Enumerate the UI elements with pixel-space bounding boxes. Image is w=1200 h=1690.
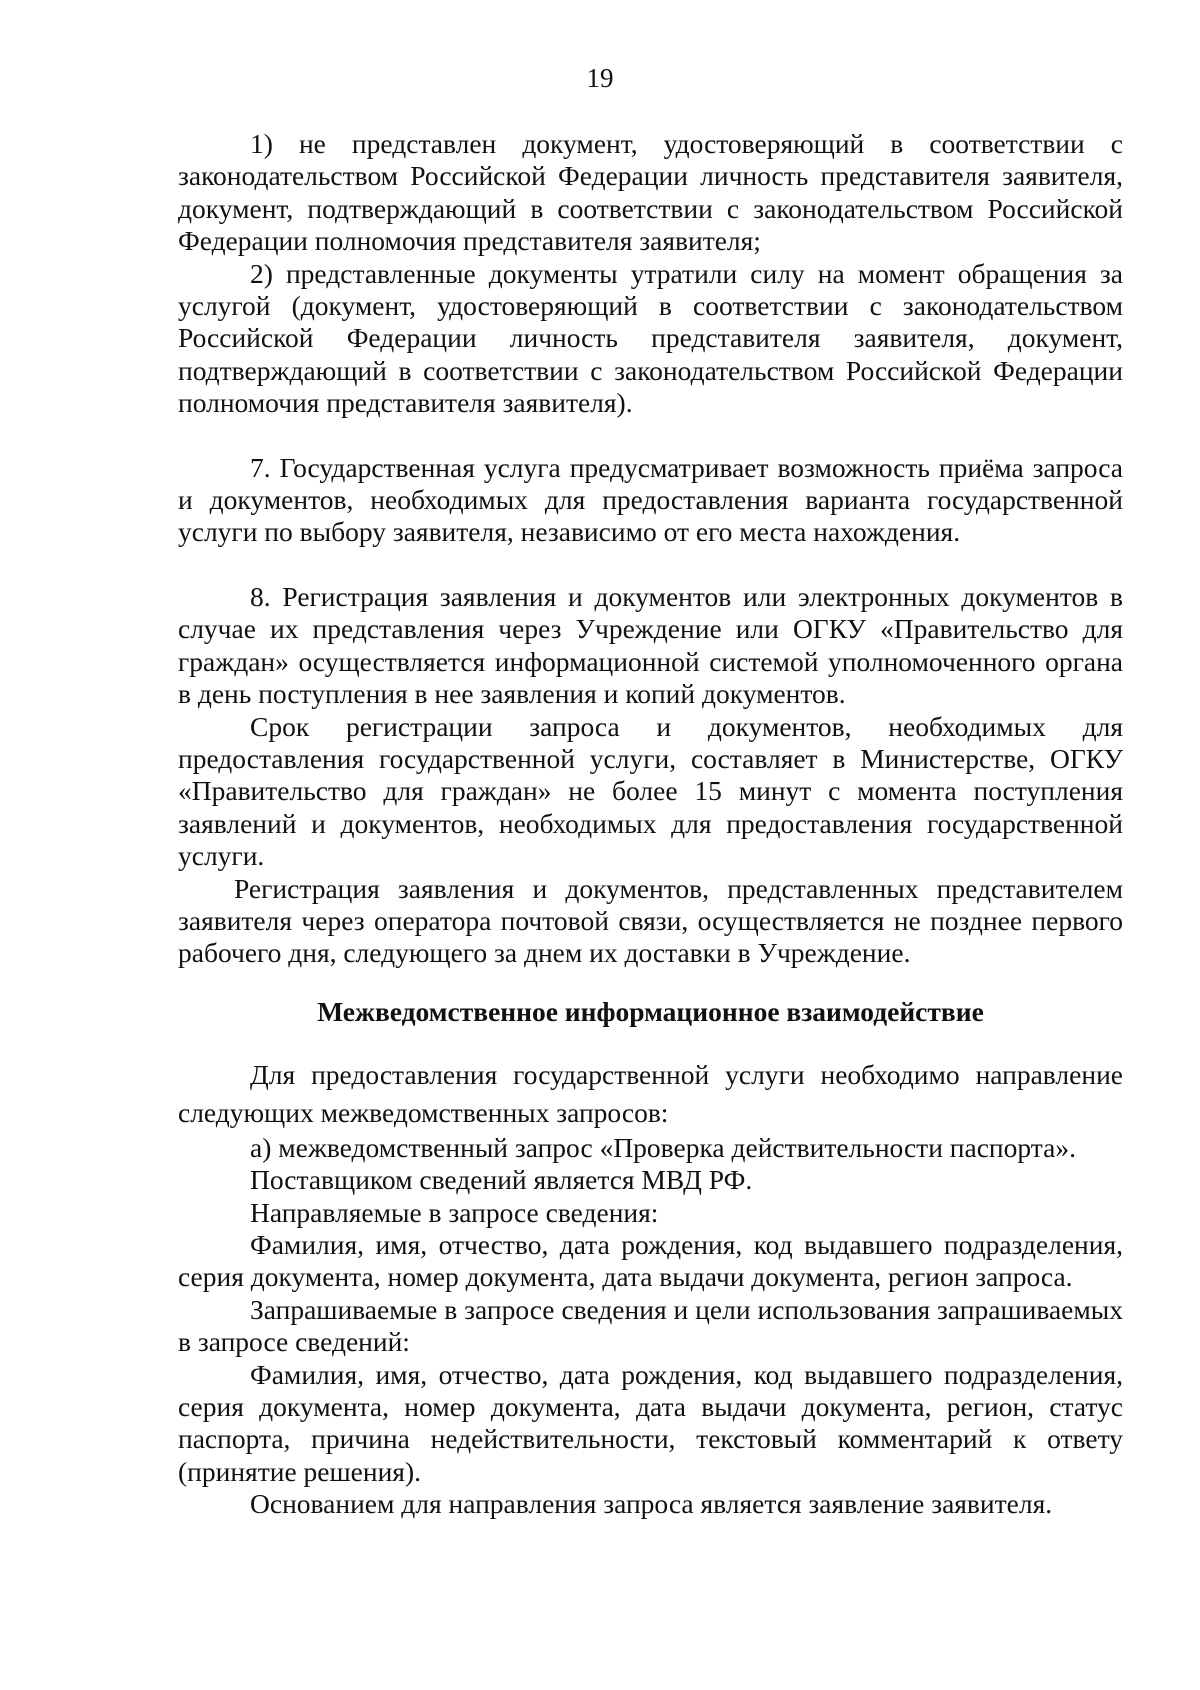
paragraph-item-2: 2) представленные документы утратили силу на момент обращения за услугой (документ, удостоверяющий в соответствии с законодательством Российской Федерации личность представителя заявителя, документ, подтверждающий в соответствии с законодательством Российской Федерации полномочия представителя заявителя). (178, 257, 1123, 419)
paragraph-sent-info-label: Направляемые в запросе сведения: (250, 1196, 659, 1228)
paragraph-sent-info: Фамилия, имя, отчество, дата рождения, код выдавшего подразделения, серия документа, номер документа, дата выдачи документа, регион запроса. (178, 1228, 1123, 1293)
paragraph-interagency-intro: Для предоставления государственной услуги необходимо направление следующих межведомственных запросов: (178, 1058, 1123, 1128)
paragraph-provider: Поставщиком сведений является МВД РФ. (250, 1164, 753, 1196)
paragraph-section-8: 8. Регистрация заявления и документов или электронных документов в случае их представления через Учреждение или ОГКУ «Правительство для граждан» осуществляется информационной системой уполномоченного органа в день поступления в нее заявления и копий документов. (178, 580, 1123, 710)
paragraph-basis: Основанием для направления запроса является заявление заявителя. (250, 1488, 1053, 1520)
paragraph-passport-request: а) межведомственный запрос «Проверка действительности паспорта». (250, 1131, 1076, 1163)
paragraph-item-1: 1) не представлен документ, удостоверяющий в соответствии с законодательством Российской Федерации личность представителя заявителя, документ, подтверждающий в соответствии с законодательством Российской Федерации полномочия представителя заявителя; (178, 128, 1123, 257)
paragraph-postal-registration: Регистрация заявления и документов, представленных представителем заявителя через оператора почтовой связи, осуществляется не позднее первого рабочего дня, следующего за днем их доставки в Учреждение. (178, 872, 1123, 969)
paragraph-registration-term: Срок регистрации запроса и документов, необходимых для предоставления государственной услуги, составляет в Министерстве, ОГКУ «Правительство для граждан» не более 15 минут с момента поступления заявлений и документов, необходимых для предоставления государственной услуги. (178, 710, 1123, 872)
paragraph-requested-info-label: Запрашиваемые в запросе сведения и цели использования запрашиваемых в запросе сведений: (178, 1293, 1123, 1358)
document-body (178, 128, 1123, 1521)
page-number: 19 (586, 63, 614, 93)
section-heading: Межведомственное информационное взаимодействие (317, 995, 984, 1027)
paragraph-section-7: 7. Государственная услуга предусматривает возможность приёма запроса и документов, необходимых для предоставления варианта государственной услуги по выбору заявителя, независимо от его места нахождения. (178, 451, 1123, 548)
paragraph-requested-info: Фамилия, имя, отчество, дата рождения, код выдавшего подразделения, серия документа, номер документа, дата выдачи документа, регион, статус паспорта, причина недействительности, текстовый комментарий к ответу (принятие решения). (178, 1358, 1123, 1487)
